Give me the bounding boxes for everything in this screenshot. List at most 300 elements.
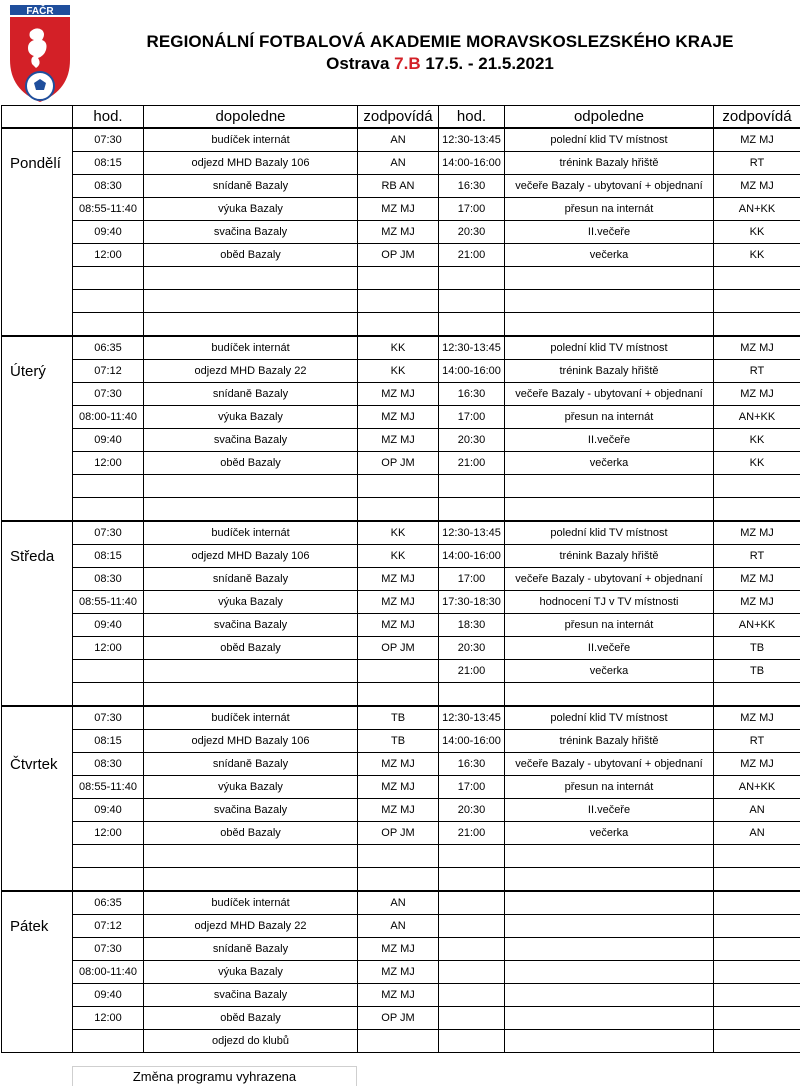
table-cell: 12:00 (73, 1007, 144, 1030)
table-cell: MZ MJ (358, 429, 439, 452)
table-row (2, 198, 800, 221)
table-cell: OP JM (358, 637, 439, 660)
table-cell: odjezd MHD Bazaly 106 (144, 730, 358, 753)
table-cell: budíček internát (144, 128, 358, 152)
table-cell: večerka (505, 452, 714, 475)
table-cell (439, 891, 505, 915)
table-row (2, 336, 800, 360)
table-cell: 09:40 (73, 614, 144, 637)
table-cell: II.večeře (505, 221, 714, 244)
table-cell: MZ MJ (358, 799, 439, 822)
table-cell: 20:30 (439, 637, 505, 660)
table-cell: snídaně Bazaly (144, 175, 358, 198)
day-cell (2, 244, 73, 267)
table-cell: AN (714, 799, 800, 822)
day-cell (2, 637, 73, 660)
day-cell (2, 429, 73, 452)
table-cell: 21:00 (439, 660, 505, 683)
table-row (2, 545, 800, 568)
table-cell (439, 961, 505, 984)
table-cell: TB (714, 660, 800, 683)
column-header: zodpovídá (358, 106, 439, 129)
table-row (2, 730, 800, 753)
table-cell: 20:30 (439, 221, 505, 244)
table-cell: přesun na internát (505, 614, 714, 637)
table-cell: večerka (505, 244, 714, 267)
column-header: odpoledne (505, 106, 714, 129)
table-cell: 06:35 (73, 891, 144, 915)
table-cell: večeře Bazaly - ubytovaní + objednaní (505, 753, 714, 776)
day-label: Pondělí (2, 152, 73, 175)
table-cell: MZ MJ (358, 198, 439, 221)
column-header: hod. (439, 106, 505, 129)
table-cell (505, 498, 714, 522)
table-row (2, 521, 800, 545)
table-cell: 08:30 (73, 175, 144, 198)
table-cell (505, 938, 714, 961)
table-cell (358, 845, 439, 868)
table-cell: MZ MJ (358, 938, 439, 961)
table-cell (144, 498, 358, 522)
table-cell (439, 475, 505, 498)
table-cell (439, 1030, 505, 1053)
day-cell (2, 683, 73, 707)
logo-text: FAČR (26, 4, 54, 17)
table-cell: 12:00 (73, 822, 144, 845)
day-cell (2, 498, 73, 522)
table-cell: II.večeře (505, 637, 714, 660)
table-cell (73, 868, 144, 892)
table-cell: RT (714, 152, 800, 175)
day-cell (2, 706, 73, 730)
table-row (2, 845, 800, 868)
table-cell: večeře Bazaly - ubytovaní + objednaní (505, 383, 714, 406)
table-cell: TB (358, 730, 439, 753)
table-cell: 08:55-11:40 (73, 198, 144, 221)
table-cell: 08:30 (73, 568, 144, 591)
table-cell: snídaně Bazaly (144, 938, 358, 961)
table-row (2, 406, 800, 429)
table-cell: hodnocení TJ v TV místnosti (505, 591, 714, 614)
day-cell (2, 267, 73, 290)
table-cell: 08:30 (73, 753, 144, 776)
day-cell (2, 984, 73, 1007)
table-cell: večeře Bazaly - ubytovaní + objednaní (505, 568, 714, 591)
column-header: hod. (73, 106, 144, 129)
table-cell: KK (358, 545, 439, 568)
schedule-table (1, 105, 800, 1053)
table-cell: AN (358, 152, 439, 175)
table-cell: AN (358, 915, 439, 938)
facr-logo (2, 2, 78, 106)
table-cell: 08:15 (73, 730, 144, 753)
page-title: REGIONÁLNÍ FOTBALOVÁ AKADEMIE MORAVSKOSLEZSKÉHO KRAJE (80, 32, 800, 52)
table-cell: MZ MJ (714, 568, 800, 591)
day-cell (2, 521, 73, 545)
footer-note: Změna programu vyhrazena (72, 1066, 357, 1086)
table-cell: MZ MJ (358, 221, 439, 244)
table-cell (73, 1030, 144, 1053)
table-cell: MZ MJ (714, 591, 800, 614)
table-cell: MZ MJ (714, 128, 800, 152)
day-cell (2, 845, 73, 868)
table-cell: KK (714, 452, 800, 475)
table-cell: odjezd do klubů (144, 1030, 358, 1053)
table-cell: trénink Bazaly hřiště (505, 730, 714, 753)
day-label: Úterý (2, 360, 73, 383)
table-cell (505, 1030, 714, 1053)
table-cell: 07:30 (73, 706, 144, 730)
table-cell: trénink Bazaly hřiště (505, 360, 714, 383)
table-cell (505, 267, 714, 290)
table-row (2, 475, 800, 498)
day-label: Pátek (2, 915, 73, 938)
day-cell (2, 452, 73, 475)
table-cell (439, 267, 505, 290)
table-cell: MZ MJ (714, 706, 800, 730)
table-cell: 09:40 (73, 429, 144, 452)
table-cell: TB (358, 706, 439, 730)
table-cell: snídaně Bazaly (144, 753, 358, 776)
table-row (2, 938, 800, 961)
table-row (2, 683, 800, 707)
day-cell (2, 336, 73, 360)
day-cell (2, 660, 73, 683)
table-row (2, 175, 800, 198)
table-cell: MZ MJ (358, 776, 439, 799)
table-cell (505, 313, 714, 337)
table-cell: 14:00-16:00 (439, 730, 505, 753)
table-cell (714, 961, 800, 984)
table-cell: MZ MJ (714, 336, 800, 360)
table-cell: 07:12 (73, 360, 144, 383)
table-cell: II.večeře (505, 429, 714, 452)
table-cell: výuka Bazaly (144, 406, 358, 429)
table-cell (505, 891, 714, 915)
table-row (2, 891, 800, 915)
table-cell: KK (358, 336, 439, 360)
schedule-body (2, 128, 800, 1053)
table-cell: 08:00-11:40 (73, 406, 144, 429)
table-cell: přesun na internát (505, 198, 714, 221)
table-cell (439, 868, 505, 892)
table-cell: svačina Bazaly (144, 614, 358, 637)
table-cell (505, 475, 714, 498)
table-cell (144, 660, 358, 683)
table-row (2, 961, 800, 984)
table-cell (439, 290, 505, 313)
table-cell (714, 984, 800, 1007)
day-cell (2, 591, 73, 614)
day-cell (2, 290, 73, 313)
table-cell: OP JM (358, 822, 439, 845)
table-row (2, 498, 800, 522)
table-cell (714, 1007, 800, 1030)
table-cell (714, 938, 800, 961)
table-cell (439, 498, 505, 522)
table-cell (73, 313, 144, 337)
table-cell: 20:30 (439, 799, 505, 822)
table-cell (714, 891, 800, 915)
table-row (2, 591, 800, 614)
table-cell: 08:55-11:40 (73, 591, 144, 614)
table-cell: AN+KK (714, 198, 800, 221)
table-row (2, 776, 800, 799)
table-cell: 07:30 (73, 383, 144, 406)
table-cell (144, 475, 358, 498)
day-cell (2, 822, 73, 845)
table-cell: výuka Bazaly (144, 591, 358, 614)
table-cell: oběd Bazaly (144, 244, 358, 267)
table-cell (358, 683, 439, 707)
table-cell: 21:00 (439, 452, 505, 475)
table-header-row (2, 106, 800, 129)
column-header: zodpovídá (714, 106, 800, 129)
table-cell: 17:00 (439, 406, 505, 429)
table-row (2, 429, 800, 452)
table-cell (144, 290, 358, 313)
day-cell (2, 799, 73, 822)
table-cell: MZ MJ (714, 521, 800, 545)
table-cell: svačina Bazaly (144, 429, 358, 452)
table-cell: RT (714, 360, 800, 383)
table-cell: 18:30 (439, 614, 505, 637)
table-row (2, 360, 800, 383)
table-cell: 08:15 (73, 545, 144, 568)
day-cell (2, 891, 73, 915)
table-cell: odjezd MHD Bazaly 106 (144, 152, 358, 175)
table-cell: 12:30-13:45 (439, 521, 505, 545)
table-row (2, 313, 800, 337)
table-cell: večerka (505, 822, 714, 845)
table-cell (505, 984, 714, 1007)
table-cell: 08:00-11:40 (73, 961, 144, 984)
table-cell: svačina Bazaly (144, 221, 358, 244)
table-cell: MZ MJ (358, 961, 439, 984)
table-cell: MZ MJ (358, 614, 439, 637)
table-cell: 08:15 (73, 152, 144, 175)
table-cell: přesun na internát (505, 776, 714, 799)
table-cell: snídaně Bazaly (144, 568, 358, 591)
table-cell (144, 683, 358, 707)
table-cell (73, 683, 144, 707)
table-cell (505, 961, 714, 984)
day-cell (2, 221, 73, 244)
table-row (2, 915, 800, 938)
table-cell: MZ MJ (714, 175, 800, 198)
table-cell: 17:00 (439, 568, 505, 591)
table-row (2, 799, 800, 822)
table-cell (73, 267, 144, 290)
day-cell (2, 175, 73, 198)
table-cell: přesun na internát (505, 406, 714, 429)
table-cell: budíček internát (144, 336, 358, 360)
table-cell (714, 313, 800, 337)
table-cell: 16:30 (439, 383, 505, 406)
table-row (2, 568, 800, 591)
day-cell (2, 1007, 73, 1030)
table-cell (714, 498, 800, 522)
table-cell: KK (714, 244, 800, 267)
table-cell: RB AN (358, 175, 439, 198)
table-cell: MZ MJ (358, 591, 439, 614)
table-cell: 17:00 (439, 776, 505, 799)
table-cell: RT (714, 545, 800, 568)
table-row (2, 128, 800, 152)
column-header: dopoledne (144, 106, 358, 129)
day-cell (2, 383, 73, 406)
table-row (2, 267, 800, 290)
table-cell: 09:40 (73, 221, 144, 244)
table-cell (439, 313, 505, 337)
table-cell: výuka Bazaly (144, 198, 358, 221)
table-cell: AN (714, 822, 800, 845)
table-cell: RT (714, 730, 800, 753)
table-cell (73, 498, 144, 522)
table-cell: snídaně Bazaly (144, 383, 358, 406)
table-cell (505, 1007, 714, 1030)
table-cell (505, 290, 714, 313)
table-cell (505, 683, 714, 707)
table-cell (358, 475, 439, 498)
table-cell: polední klid TV místnost (505, 336, 714, 360)
table-cell (714, 683, 800, 707)
table-cell: KK (714, 221, 800, 244)
day-cell (2, 961, 73, 984)
table-cell (144, 267, 358, 290)
table-cell: budíček internát (144, 891, 358, 915)
table-cell: výuka Bazaly (144, 961, 358, 984)
day-cell (2, 313, 73, 337)
table-cell: 07:30 (73, 128, 144, 152)
table-cell: MZ MJ (358, 383, 439, 406)
table-cell: odjezd MHD Bazaly 106 (144, 545, 358, 568)
table-cell (714, 845, 800, 868)
table-cell: 21:00 (439, 244, 505, 267)
day-cell (2, 868, 73, 892)
table-cell: 12:30-13:45 (439, 336, 505, 360)
table-cell (358, 498, 439, 522)
table-cell: oběd Bazaly (144, 1007, 358, 1030)
table-row (2, 152, 800, 175)
table-cell: MZ MJ (358, 984, 439, 1007)
table-cell: 09:40 (73, 984, 144, 1007)
table-cell (144, 845, 358, 868)
table-cell: MZ MJ (358, 406, 439, 429)
table-cell: trénink Bazaly hřiště (505, 152, 714, 175)
table-cell (144, 868, 358, 892)
table-cell (73, 290, 144, 313)
table-cell (714, 1030, 800, 1053)
table-row (2, 822, 800, 845)
day-cell (2, 776, 73, 799)
table-cell (73, 845, 144, 868)
table-row (2, 383, 800, 406)
table-cell: 08:55-11:40 (73, 776, 144, 799)
table-cell (358, 660, 439, 683)
table-cell: MZ MJ (358, 568, 439, 591)
table-cell: KK (358, 360, 439, 383)
table-cell: AN+KK (714, 406, 800, 429)
table-cell: 17:30-18:30 (439, 591, 505, 614)
table-cell: AN (358, 891, 439, 915)
table-cell: oběd Bazaly (144, 637, 358, 660)
table-cell: KK (358, 521, 439, 545)
table-cell: svačina Bazaly (144, 984, 358, 1007)
table-cell (358, 267, 439, 290)
table-cell (144, 313, 358, 337)
table-cell (714, 267, 800, 290)
table-cell: budíček internát (144, 521, 358, 545)
day-cell (2, 730, 73, 753)
table-cell (358, 868, 439, 892)
table-cell (73, 475, 144, 498)
table-cell: MZ MJ (714, 753, 800, 776)
table-row (2, 706, 800, 730)
table-cell: svačina Bazaly (144, 799, 358, 822)
table-cell: oběd Bazaly (144, 452, 358, 475)
day-label: Čtvrtek (2, 753, 73, 776)
table-row (2, 984, 800, 1007)
table-cell: KK (714, 429, 800, 452)
table-row (2, 244, 800, 267)
table-cell (358, 290, 439, 313)
table-cell: polední klid TV místnost (505, 706, 714, 730)
table-cell: 07:30 (73, 938, 144, 961)
table-cell: 16:30 (439, 753, 505, 776)
table-cell: odjezd MHD Bazaly 22 (144, 915, 358, 938)
table-row (2, 660, 800, 683)
table-cell: 12:00 (73, 637, 144, 660)
table-cell: 14:00-16:00 (439, 545, 505, 568)
table-cell: 12:30-13:45 (439, 128, 505, 152)
table-cell: 12:00 (73, 244, 144, 267)
table-row (2, 1030, 800, 1053)
table-cell: AN+KK (714, 614, 800, 637)
table-cell (714, 868, 800, 892)
table-cell: TB (714, 637, 800, 660)
table-cell (439, 938, 505, 961)
table-cell: polední klid TV místnost (505, 128, 714, 152)
day-cell (2, 938, 73, 961)
table-cell: trénink Bazaly hřiště (505, 545, 714, 568)
table-cell (714, 915, 800, 938)
table-cell (439, 1007, 505, 1030)
table-cell: AN (358, 128, 439, 152)
day-column-header (2, 106, 73, 129)
table-cell (714, 290, 800, 313)
table-cell: OP JM (358, 1007, 439, 1030)
table-cell: 07:12 (73, 915, 144, 938)
table-row (2, 637, 800, 660)
table-row (2, 290, 800, 313)
table-cell (505, 845, 714, 868)
table-cell: polední klid TV místnost (505, 521, 714, 545)
table-cell: odjezd MHD Bazaly 22 (144, 360, 358, 383)
table-cell: budíček internát (144, 706, 358, 730)
day-label: Středa (2, 545, 73, 568)
table-cell (505, 915, 714, 938)
table-cell: 09:40 (73, 799, 144, 822)
table-row (2, 614, 800, 637)
table-cell: AN+KK (714, 776, 800, 799)
table-cell (439, 915, 505, 938)
table-row (2, 868, 800, 892)
table-cell: 07:30 (73, 521, 144, 545)
day-cell (2, 198, 73, 221)
table-cell (505, 868, 714, 892)
page-subtitle: Ostrava 7.B 17.5. - 21.5.2021 (80, 54, 800, 74)
